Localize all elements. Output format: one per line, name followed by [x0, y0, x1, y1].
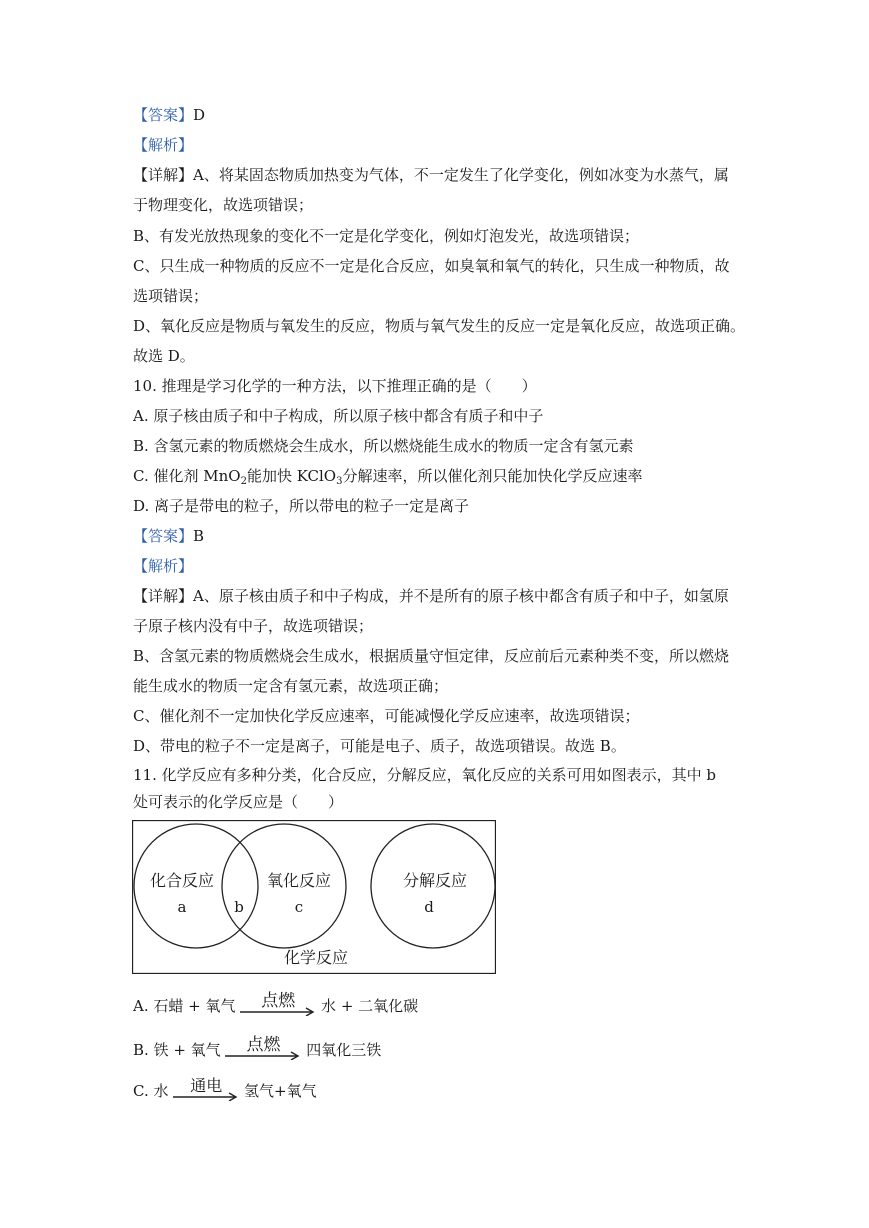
- option-c-part: 能加快 KClO: [246, 467, 337, 485]
- chemical-reaction-label: 化学反应: [283, 948, 349, 967]
- q9-detail-line-4: C、只生成一种物质的反应不一定是化合反应，如臭氧和氧气的转化，只生成一种物质，故: [133, 257, 730, 275]
- reactants: B. 铁 + 氧气: [133, 1041, 221, 1059]
- region-d-label: d: [424, 898, 434, 916]
- region-c-label: c: [294, 898, 304, 916]
- detail-tag: 【详解】: [133, 587, 194, 605]
- q11-option-c: [133, 1073, 317, 1101]
- option-c-part: 分解速率，所以催化剂只能加快化学反应速率: [342, 467, 643, 485]
- subscript: 2: [240, 476, 247, 487]
- answer-tag: 【答案】: [133, 527, 194, 545]
- reaction-arrow: [225, 1030, 301, 1060]
- reaction-venn-diagram: [132, 820, 496, 974]
- region-a-label: a: [177, 898, 187, 916]
- q9-detail-line-6: D、氧化反应是物质与氧发生的反应，物质与氧气发生的反应一定是氧化反应，故选项正确。: [133, 317, 746, 335]
- condition-label: 通电: [190, 1076, 223, 1095]
- q10-detail-line-3: B、含氢元素的物质燃烧会生成水，根据质量守恒定律，反应前后元素种类不变，所以燃烧: [133, 647, 730, 665]
- q11-option-b: [133, 1030, 381, 1060]
- q10-answer: B: [193, 527, 205, 545]
- q10-option-c: [133, 466, 643, 492]
- reaction-arrow: [240, 986, 316, 1016]
- q11-option-a: [133, 986, 418, 1016]
- q11-stem-line-1: 11. 化学反应有多种分类，化合反应，分解反应，氧化反应的关系可用如图表示，其中 b: [133, 766, 716, 784]
- q10-detail-line-5: C、催化剂不一定加快化学反应速率，可能减慢化学反应速率，故选项错误；: [133, 707, 640, 725]
- q11-stem-line-2: 处可表示的化学反应是（ ）: [133, 793, 344, 811]
- q9-detail-line-7: 故选 D。: [133, 347, 195, 365]
- q9-detail-line-3: B、有发光放热现象的变化不一定是化学变化，例如灯泡发光，故选项错误；: [133, 227, 640, 245]
- condition-label: 点燃: [261, 991, 296, 1011]
- q10-stem: 10. 推理是学习化学的一种方法，以下推理正确的是（ ）: [133, 377, 537, 395]
- reaction-arrow: [173, 1073, 239, 1101]
- q10-detail-line-2: 子原子核内没有中子，故选项错误；: [133, 617, 374, 635]
- products: 氢气+氧气: [244, 1082, 317, 1100]
- q9-detail-line-5: 选项错误；: [133, 287, 209, 305]
- q9-answer-line: [133, 105, 205, 125]
- q10-detail-line-4: 能生成水的物质一定含有氢元素，故选项正确；: [133, 677, 449, 695]
- combination-label: 化合反应: [149, 871, 215, 890]
- q10-option-a: A. 原子核由质子和中子构成，所以原子核中都含有质子和中子: [133, 407, 544, 425]
- q9-answer: D: [193, 106, 206, 124]
- q10-detail-line-6: D、带电的粒子不一定是离子，可能是电子、质子，故选项错误。故选 B。: [133, 737, 626, 755]
- q10-option-b: B. 含氢元素的物质燃烧会生成水，所以燃烧能生成水的物质一定含有氢元素: [133, 437, 634, 455]
- oxidation-label: 氧化反应: [266, 871, 332, 890]
- q9-analysis-tag: 【解析】: [133, 136, 194, 154]
- region-b-label: b: [234, 898, 244, 916]
- reactants: A. 石蜡 + 氧气: [133, 997, 236, 1015]
- decomposition-label: 分解反应: [402, 871, 468, 890]
- detail-text: A、原子核由质子和中子构成，并不是所有的原子核中都含有质子和中子，如氢原: [193, 587, 729, 605]
- detail-tag: 【详解】: [133, 166, 194, 184]
- q9-detail-line-1: [133, 165, 729, 185]
- condition-label: 点燃: [246, 1035, 281, 1055]
- reactants: C. 水: [133, 1082, 169, 1100]
- detail-text: A、将某固态物质加热变为气体，不一定发生了化学变化，例如冰变为水蒸气，属: [193, 166, 729, 184]
- products: 四氧化三铁: [306, 1041, 382, 1059]
- q9-detail-line-2: 于物理变化，故选项错误；: [133, 196, 314, 214]
- q10-answer-line: [133, 526, 204, 546]
- option-c-part: C. 催化剂 MnO: [133, 467, 241, 485]
- answer-tag: 【答案】: [133, 106, 194, 124]
- subscript: 3: [336, 476, 343, 487]
- q10-option-d: D. 离子是带电的粒子，所以带电的粒子一定是离子: [133, 497, 470, 515]
- q10-detail-line-1: [133, 586, 729, 606]
- products: 水 + 二氧化碳: [321, 997, 419, 1015]
- q10-analysis-tag: 【解析】: [133, 557, 194, 575]
